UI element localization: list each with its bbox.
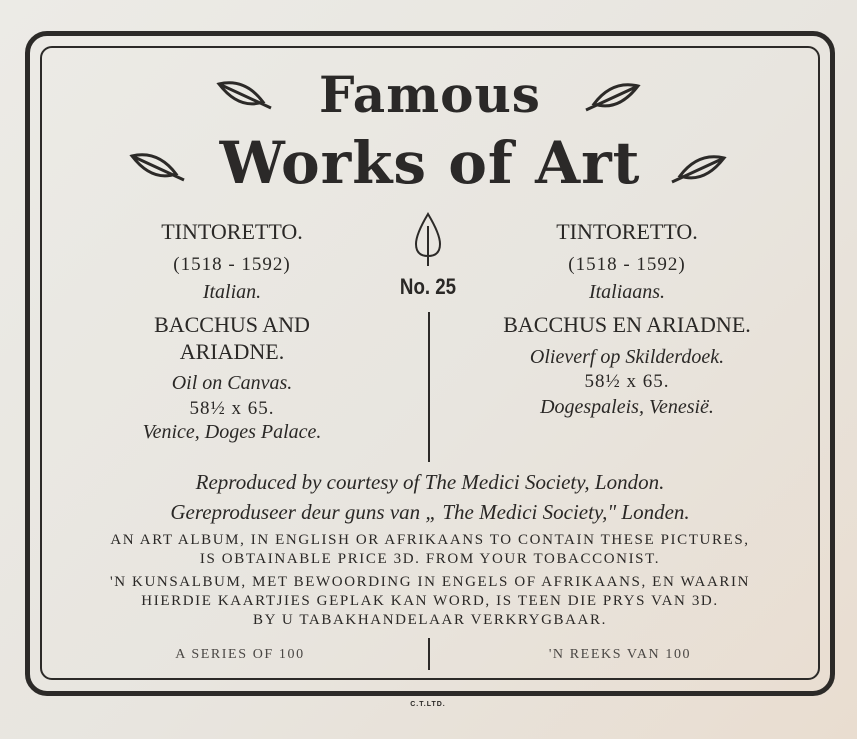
work-title-af: BACCHUS EN ARIADNE. bbox=[503, 312, 751, 337]
album-en-line-1: AN ART ALBUM, IN ENGLISH OR AFRIKAANS TO CONTAIN THESE PICTURES, bbox=[110, 532, 750, 548]
series-en: A SERIES OF 100 bbox=[175, 647, 305, 662]
album-af-line-2: HIERDIE KAARTJIES GEPLAK KAN WORD, IS TEEN DIE PRYS VAN 3D. bbox=[141, 593, 719, 609]
card-number: No. 25 bbox=[399, 274, 457, 299]
size-af: 58½ x 65. bbox=[584, 371, 670, 392]
title-line-2: Works of Art bbox=[219, 129, 641, 197]
artist-en: TINTORETTO. bbox=[161, 219, 303, 244]
location-af: Dogespaleis, Venesië. bbox=[540, 396, 714, 418]
medium-af: Olieverf op Skilderdoek. bbox=[529, 346, 725, 368]
location-en: Venice, Doges Palace. bbox=[142, 421, 322, 443]
size-en: 58½ x 65. bbox=[189, 398, 275, 419]
leaf-divider-icon bbox=[412, 212, 444, 268]
printer-mark: C.T.LTD. bbox=[410, 701, 446, 708]
footer-divider bbox=[428, 638, 430, 670]
courtesy-en: Reproduced by courtesy of The Medici Society, London. bbox=[195, 470, 665, 494]
courtesy-af: Gereproduseer deur guns van „ The Medici Society," Londen. bbox=[170, 500, 690, 524]
title-line-1: Famous bbox=[319, 65, 541, 124]
column-divider bbox=[428, 312, 430, 462]
nationality-en: Italian. bbox=[202, 281, 262, 303]
work-title-en-2: ARIADNE. bbox=[179, 339, 285, 364]
dates-af: (1518 - 1592) bbox=[568, 254, 686, 275]
album-af-line-3: BY U TABAKHANDELAAR VERKRYGBAAR. bbox=[253, 612, 607, 628]
album-af-line-1: 'N KUNSALBUM, MET BEWOORDING IN ENGELS OF AFRIKAANS, EN WAARIN bbox=[109, 574, 751, 590]
artist-af: TINTORETTO. bbox=[556, 219, 698, 244]
work-title-en-1: BACCHUS AND bbox=[154, 312, 310, 337]
album-en-line-2: IS OBTAINABLE PRICE 3D. FROM YOUR TOBACCONIST. bbox=[199, 551, 661, 567]
medium-en: Oil on Canvas. bbox=[171, 372, 293, 394]
dates-en: (1518 - 1592) bbox=[173, 254, 291, 275]
nationality-af: Italiaans. bbox=[588, 281, 666, 303]
series-af: 'N REEKS VAN 100 bbox=[548, 647, 692, 662]
